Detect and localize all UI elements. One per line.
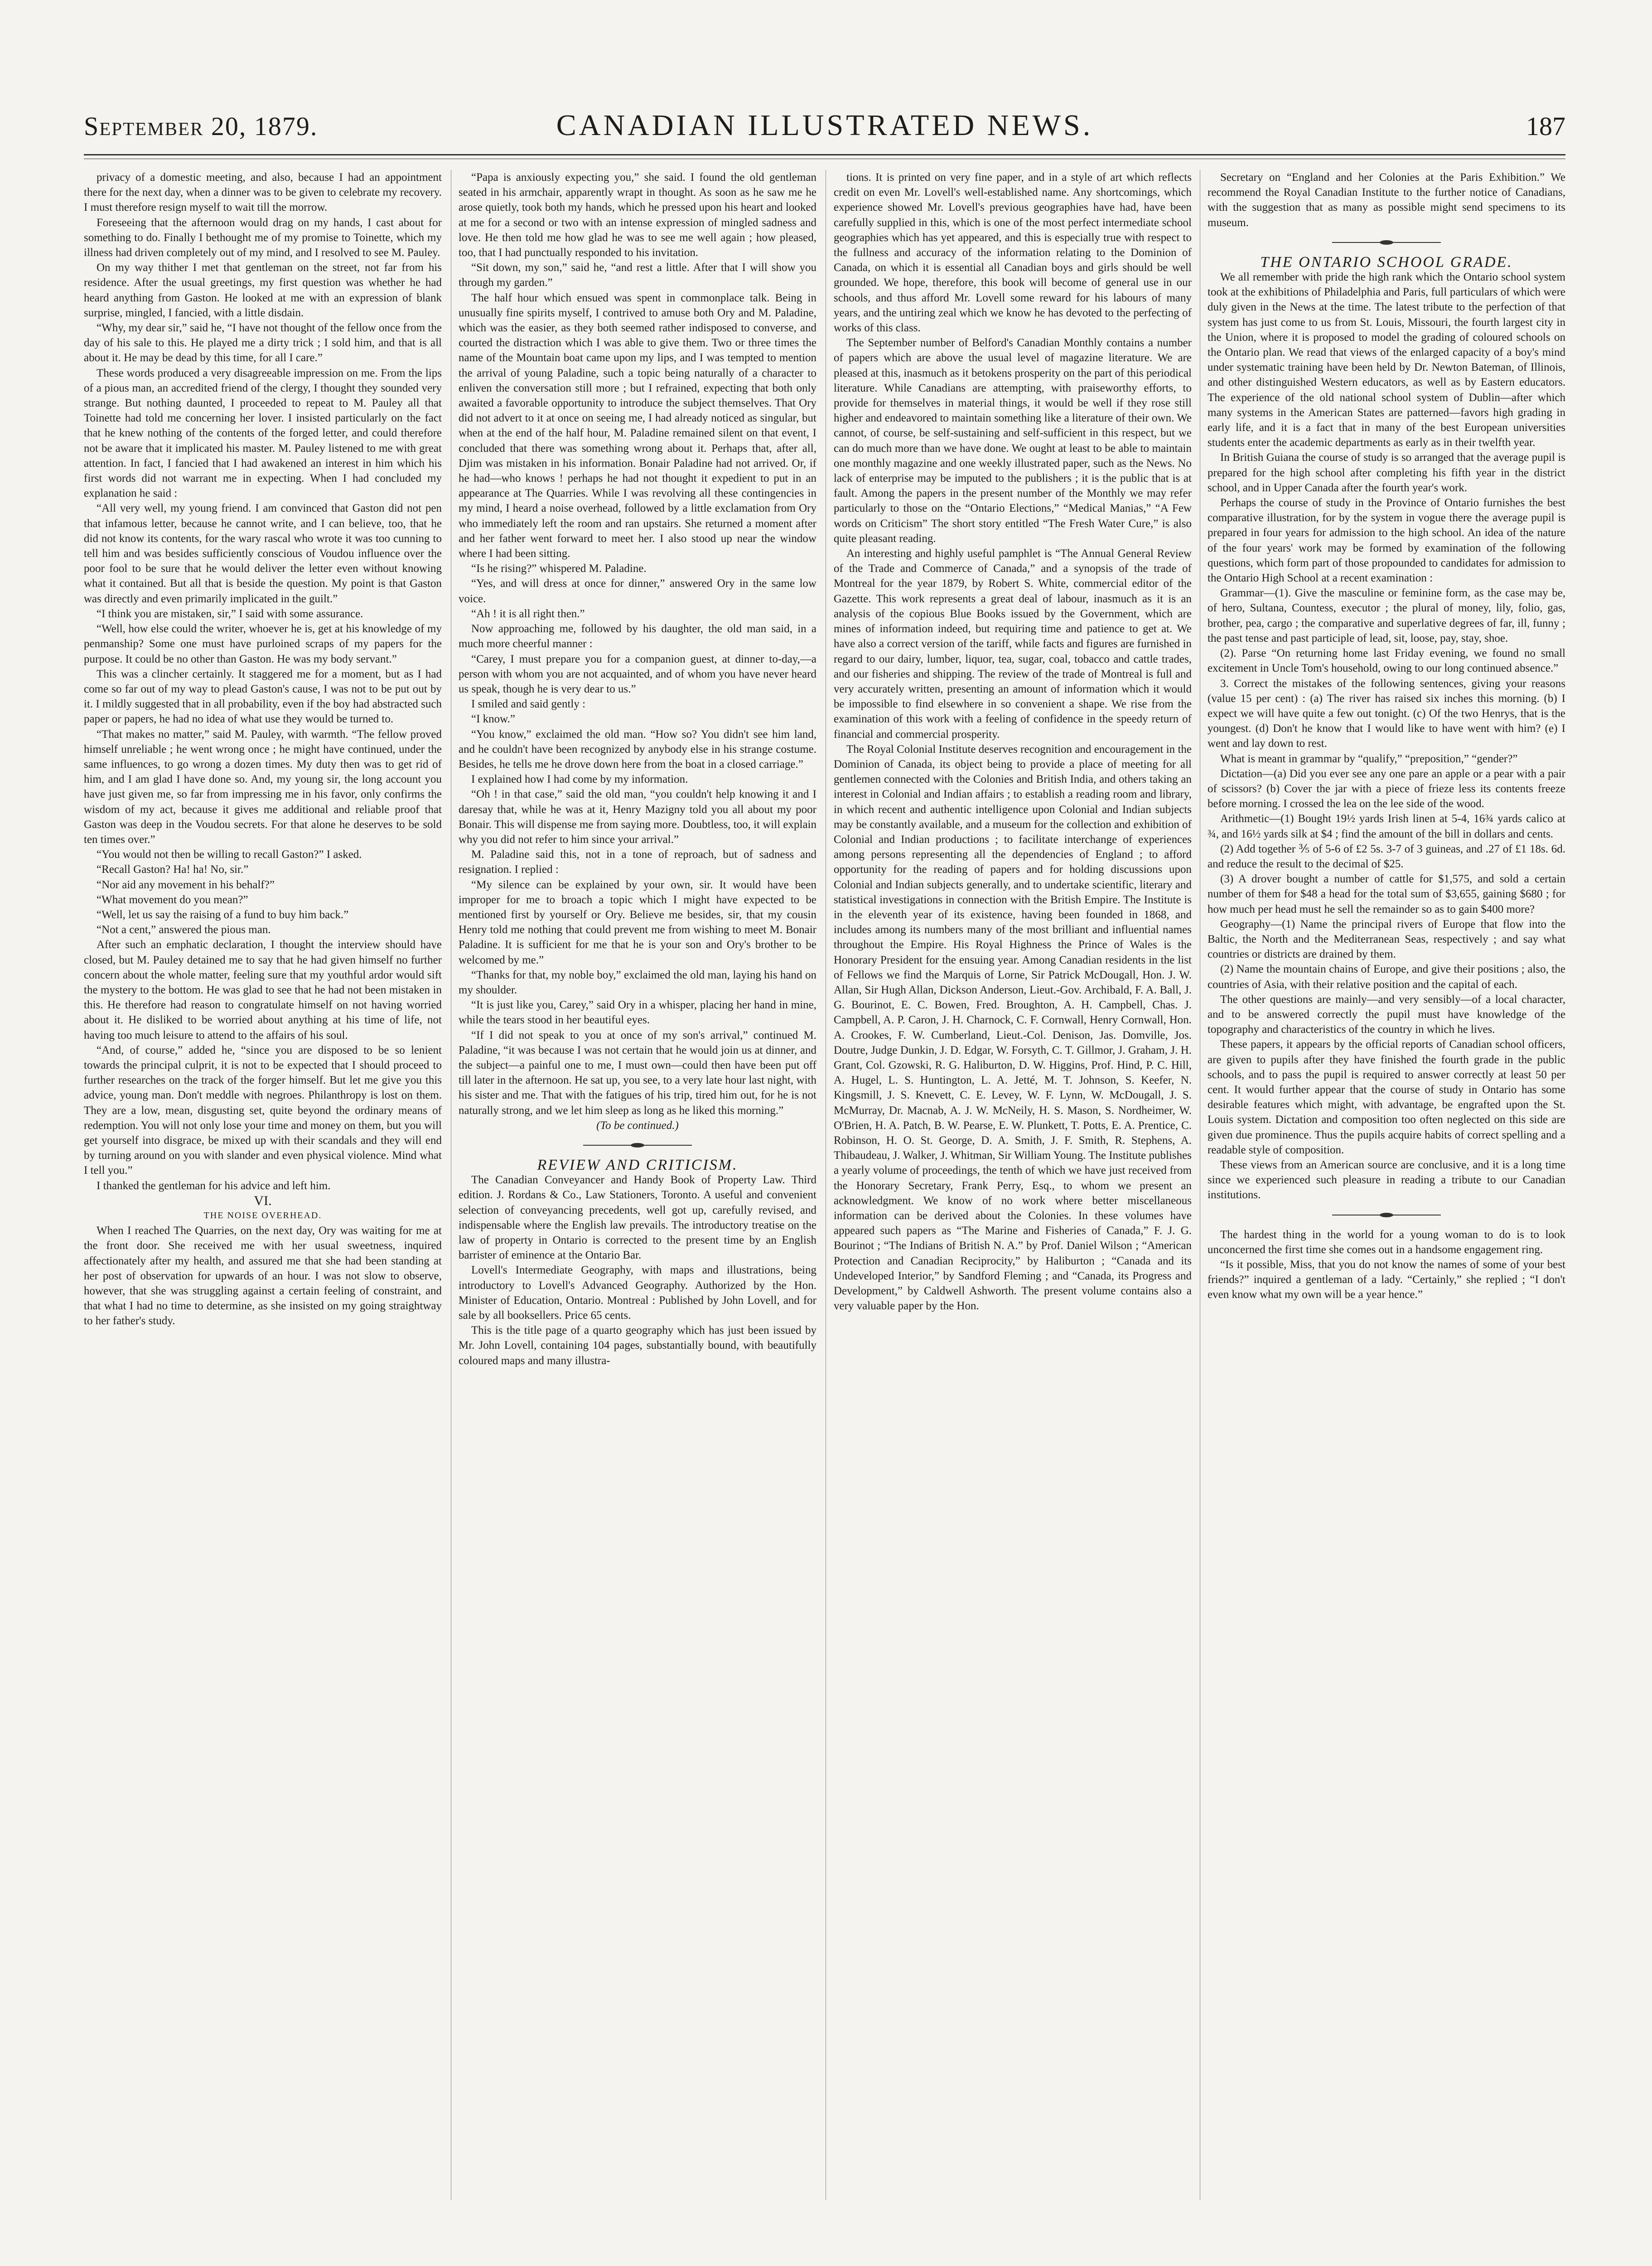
paragraph: These views from an American source are conclusive, and it is a long time since we experienced such pleasure in reading a tribute to our Canadian institutions. [1208, 1159, 1565, 1201]
paragraph: These words produced a very disagreeable impression on me. From the lips of a pious man, an accredited friend of the clergy, I thought they sounded very strange. But nothing daunted, I proceeded to repeat to M. Pauley all that Toinette had told me concerning her lover. I insisted particularly on the fact that he knew nothing of the contents of the forged letter, and could therefore not be aware that it implicated his master. M. Pauley listened to me with great attention. In fact, I fancied that I had awakened an interest in him which his first words did not warrant me in expecting. When I had concluded my explanation he said : [84, 367, 442, 500]
chapter-subtitle: THE NOISE OVERHEAD. [203, 1210, 322, 1221]
story-text [84, 1223, 442, 1328]
paragraph: When I reached The Quarries, on the next day, Ory was waiting for me at the front door. She received me with her usual sweetness, inquired affectionately after my health, and assured me that she had been standing at her post of observation for upwards of an hour. I was not slow to observe, however, that she was struggling against a certain feeling of constraint, and that what I had no time to determine, as she insisted on my going straightway to her father's study. [84, 1225, 442, 1327]
paragraph: These papers, it appears by the official reports of Canadian school officers, are given to pupils after they have finished the fourth grade in the public schools, and to pass the pupil is required to answer correctly at least 50 per cent. It would further appear that the course of study in Ontario has some desirable features which might, with advantage, be engrafted upon the St. Louis system. Dictation and composition too often neglected on this side are given due prominence. Thus the pupils acquire habits of correct spelling and a readable style of composition. [1208, 1038, 1565, 1156]
paragraph: (2) Add together ⅗ of 5-6 of £2 5s. 3-7 of 3 guineas, and .27 of £1 18s. 6d. and reduce the result to the decimal of $25. [1208, 842, 1565, 870]
paragraph: The other questions are mainly—and very sensibly—of a local character, and to be answered correctly the pupil must have knowledge of the topography and characteristics of the country in which he lives. [1208, 993, 1565, 1036]
paragraph: “Sit down, my son,” said he, “and rest a little. After that I will show you through my garden.” [459, 261, 816, 289]
paragraph: (2). Parse “On returning home last Friday evening, we found no small excitement in Uncle Tom's household, owing to our long continued absence.” [1208, 647, 1565, 675]
newspaper-title: CANADIAN ILLUSTRATED NEWS. [556, 109, 1093, 142]
paragraph: “I know.” [471, 713, 515, 726]
paragraph: Arithmetic—(1) Bought 19½ yards Irish linen at 5-4, 16¾ yards calico at ¾, and 16½ yards silk at $4 ; find the amount of the bill in dollars and cents. [1208, 813, 1565, 840]
paragraph: “It is just like you, Carey,” said Ory in a whisper, placing her hand in mine, while the tears stood in her beautiful eyes. [459, 999, 816, 1026]
paragraph: Grammar—(1). Give the masculine or feminine form, as the case may be, of hero, Sultana, Countess, executor ; the plural of money, lily, folio, gas, brother, pea, cargo ; the comparative and superlative degrees of far, ill, funny ; the past tense and past participle of lead, sit, loose, pay, stay, shoe. [1208, 587, 1565, 644]
article-text [1208, 270, 1565, 1203]
paragraph: “Is it possible, Miss, that you do not know the names of some of your best friends?” inquired a gentleman of a lady. “Certainly,” she replied ; “I don't even know what my own will be a year hence.” [1208, 1259, 1565, 1301]
paragraph: “Yes, and will dress at once for dinner,” answered Ory in the same low voice. [459, 577, 816, 605]
paragraph: “Is he rising?” whispered M. Paladine. [471, 562, 647, 575]
paragraph: I smiled and said gently : [471, 698, 586, 711]
paragraph-items [1208, 1227, 1565, 1302]
paragraph: The Royal Colonial Institute deserves recognition and encouragement in the Dominion of Canada, its object being to provide a place of meeting for all gentlemen connected with the Colonies and British India, and others taking an interest in Colonial and Indian affairs ; to establish a reading room and library, in which recent and authentic intelligence upon Colonial and Indian subjects may be constantly available, and a museum for the collection and exhibition of Colonial and Indian productions ; to facilitate interchange of experiences among persons representing all the dependencies of England ; to afford opportunity for the reading of papers and for holding discussions upon Colonial and Indian subjects generally, and to undertake scientific, literary and statistical investigations in connection with the British Empire. The Institute is in the eleventh year of its existence, having been founded in 1868, and includes among its numbers many of the most brilliant and influential names throughout the Empire. His Royal Highness the Prince of Wales is the Honorary President for the ensuing year. Among Canadian residents in the list of Fellows we find the Marquis of Lorne, Sir Patrick McDougall, Hon. J. W. Allan, Sir Hugh Allan, Dickson Anderson, Lieut.-Gov. Archibald, F. A. Ball, J. G. Bourinot, E. C. Bowen, Fred. Broughton, A. H. Campbell, Chas. J. Campbell, A. P. Caron, J. H. Charnock, C. F. Cornwall, Henry Cornwall, Hon. A. Crookes, F. W. Cumberland, Lieut.-Col. Denison, Jas. Domville, Jos. Doutre, Judge Dunkin, J. D. Edgar, W. Forsyth, C. T. Gillmor, J. Graham, J. H. Grant, Col. Gzowski, R. G. Haliburton, D. W. Higgins, Prof. Hind, P. C. Hill, A. Hugel, L. S. Huntington, L. A. Jetté, M. T. Johnson, S. Keefer, N. Kingsmill, J. S. Knevett, C. E. Levey, W. F. Lynn, W. McDougall, J. S. McMurray, Dr. Macnab, A. J. W. McNeily, H. S. Mason, S. Nordheimer, W. O'Brien, H. A. Patch, B. W. Pearse, E. W. Plunkett, T. Potts, E. A. Prentice, C. Robinson, H. O. St. George, D. A. Smith, J. F. Smith, R. Stephens, A. Thibaudeau, J. Walker, J. Whitman, Sir William Young. The Institute publishes a yearly volume of proceedings, the tenth of which we have just received from the Honorary Secretary, Frank Perry, Esq., to whom we present an acknowledgment. We know of no work where better miscellaneous information can be derived about the Colonies. In these volumes have appeared such papers as “The Marine and Fisheries of Canada,” F. J. G. Bourinot ; “The Indians of British N. A.” by Prof. Daniel Wilson ; “American Protection and Canadian Reciprocity,” by Haliburton ; “Canada and its Undeveloped Interior,” by Sandford Fleming ; and “Canada, its Progress and Development,” by Caldwell Ashworth. The present volume contains also a very valuable paper by the Hon. [834, 743, 1192, 1312]
story-text [459, 170, 816, 1118]
paragraph: After such an emphatic declaration, I thought the interview should have closed, but M. Pauley detained me to say that he had given himself no further concern about the whole matter, feeling sure that my youthful ardor would sift the mystery to the bottom. He was glad to see that he had not been mistaken in this. He therefore had reason to congratulate himself on not having worried about it. He disliked to be worried about anything at his time of life, not having too much leisure to attend to the affairs of his soul. [84, 939, 442, 1041]
paragraph: “What movement do you mean?” [97, 893, 248, 906]
paragraph: “I think you are mistaken, sir,” I said with some assurance. [97, 607, 363, 620]
paragraph: Perhaps the course of study in the Province of Ontario furnishes the best comparative illustration, for by the system in vogue there the average pupil is prepared in four years for admission to the high school. An idea of the nature of the four years' work may be formed by examination of the following questions, which form part of those propounded to candidates for admission to the Ontario High School at a recent examination : [1208, 497, 1565, 585]
paragraph: Secretary on “England and her Colonies at the Paris Exhibition.” We recommend the Royal Canadian Institute to the further notice of Canadians, with the suggestion that as many as possible might send specimens to its museum. [1208, 171, 1565, 229]
paragraph: “Recall Gaston? Ha! ha! No, sir.” [97, 863, 249, 876]
column-4 [1208, 170, 1565, 2218]
story-text [84, 170, 442, 1193]
section-ornament [1332, 1213, 1441, 1217]
paragraph: (3) A drover bought a number of cattle for $1,575, and sold a certain number of them for $48 a head for the total sum of $3,655, gaining $680 ; for how much per head must he sell the remainder so as to gain $400 more? [1208, 873, 1565, 915]
review-text [834, 170, 1192, 1313]
paragraph: What is meant in grammar by “qualify,” “preposition,” “gender?” [1220, 752, 1518, 765]
page-number: 187 [1526, 111, 1565, 141]
paragraph: “Well, let us say the raising of a fund to buy him back.” [97, 908, 349, 921]
header-rule [84, 154, 1565, 155]
paragraph: M. Paladine said this, not in a tone of reproach, but of sadness and resignation. I replied : [459, 848, 816, 876]
paragraph: “My silence can be explained by your own, sir. It would have been improper for me to broach a topic which I might have expected to be mentioned first by yourself or Ory. Believe me besides, sir, that my cousin Henry told me nothing that could prevent me from wishing to meet M. Bonair Paladine. It is sufficient for me that he is your son and Ory's brother to be welcomed by me.” [459, 878, 816, 966]
paragraph: “Well, how else could the writer, whoever he is, get at his knowledge of my penmanship? Some one must have purloined scraps of my papers for the purpose. It could be no other than Gaston. He was my body servant.” [84, 623, 442, 665]
paragraph: Foreseeing that the afternoon would drag on my hands, I cast about for something to do. Finally I bethought me of my promise to Toinette, which my illness had driven completely out of my mind, and I resolved to see M. Pauley. [84, 216, 442, 259]
paragraph: Geography—(1) Name the principal rivers of Europe that flow into the Baltic, the North and the Mediterranean Seas, respectively ; and say what countries or districts are drained by them. [1208, 918, 1565, 961]
section-title-school-grade: THE ONTARIO SCHOOL GRADE. [1260, 253, 1513, 271]
to-be-continued: (To be continued.) [596, 1119, 679, 1132]
column-2 [459, 170, 816, 2218]
paragraph: “Nor aid any movement in his behalf?” [97, 878, 275, 891]
paragraph: Now approaching me, followed by his daughter, the old man said, in a much more cheerful manner : [459, 623, 816, 650]
paragraph: “Oh ! in that case,” said the old man, “you couldn't help knowing it and I daresay that, while he was at it, Henry Mazigny told you all about my poor Bonair. This will dispense me from saying more. Doubtless, too, it will explain why you did not refer to him since your arrival.” [459, 788, 816, 846]
paragraph: The half hour which ensued was spent in commonplace talk. Being in unusually fine spirits myself, I contrived to amuse both Ory and M. Paladine, which was the easier, as they both seemed rather indisposed to converse, and courted the distraction which I was able to give them. Two or three times the name of the Mountain boat came upon my lips, and I was tempted to mention the arrival of young Paladine, such a topic being naturally of a character to enliven the conversation still more ; but I refrained, expecting that both only awaited a favorable opportunity to introduce the subject themselves. That Ory did not advert to it at once on seeing me, I had already noticed as singular, but when at the end of the half hour, M. Paladine remained silent on that event, I concluded that there was something wrong about it. Perhaps that, after all, Djim was mistaken in his information. Bonair Paladine had not arrived. Or, if he had—who knows ! perhaps he had not thought it expedient to put in an appearance at The Quarries. While I was revolving all these contingencies in my mind, I heard a noise overhead, followed by a little exclamation from Ory who immediately left the room and ran upstairs. She returned a moment after and her father went forward to meet her. I also stood up near the window where I had been sitting. [459, 291, 816, 560]
page-header [84, 102, 1565, 161]
paragraph: tions. It is printed on very fine paper, and in a style of art which reflects credit on even Mr. Lovell's well-established name. Any shortcomings, which experience showed Mr. Lovell's previous geographies have had, have been carefully supplied in this, which is one of the most perfect intermediate school geographies which has yet appeared, and this is especially true with respect to the fullness and accuracy of the information relating to the Dominion of Canada, on which it is essential all Canadian boys and girls should be well grounded. We hope, therefore, this book will become of general use in our schools, and thus afford Mr. Lovell some reward for his labours of many years, and the untiring zeal which we know he has devoted to the perfecting of works of this class. [834, 171, 1192, 334]
paragraph: In British Guiana the course of study is so arranged that the average pupil is prepared for the high school after completing his fifth year in the district school, and in Upper Canada after the fourth year's work. [1208, 451, 1565, 494]
paragraph: This was a clincher certainly. It staggered me for a moment, but as I had come so far out of my way to plead Gaston's cause, I was not to be put out by it. I mildly suggested that in all probability, even if the boy had abstracted such paper or papers, he had no idea of what use they would be turned to. [84, 668, 442, 726]
paragraph: We all remember with pride the high rank which the Ontario school system took at the exhibitions of Philadelphia and Paris, full particulars of which were duly given in the News at the time. The latest tribute to the perfection of that system has just come to us from St. Louis, Missouri, the fourth largest city in the Union, where it is proposed to model the grading of coloured schools on the Ontario plan. We read that views of the enlarged capacity of a boy's mind under systematic training have been held by Dr. Newton Bateman, of Illinois, and other distinguished Western educators, as well as by Eastern educators. The experience of the old national school system of Dublin—after which many systems in the American States are patterned—favors high grading in early life, and it is a fact that in many of the best European universities students enter the academic departments as early as in their twelfth year. [1208, 271, 1565, 449]
paragraph: The hardest thing in the world for a young woman to do is to look unconcerned the first time she comes out in a handsome engagement ring. [1208, 1228, 1565, 1256]
paragraph: I explained how I had come by my information. [471, 773, 688, 786]
paragraph: “You know,” exclaimed the old man. “How so? You didn't see him land, and he couldn't have been recognized by anybody else in his strange costume. Besides, he tells me he drove down here from the boat in a closed carriage.” [459, 728, 816, 770]
paragraph: “Ah ! it is all right then.” [471, 607, 585, 620]
paragraph: On my way thither I met that gentleman on the street, not far from his residence. After the usual greetings, my first question was whether he had heard anything from Gaston. He looked at me with an expression of blank surprise, mingled, I fancied, with a little disdain. [84, 261, 442, 319]
paragraph: An interesting and highly useful pamphlet is “The Annual General Review of the Trade and Commerce of Canada,” and a synopsis of the trade of Montreal for the year 1879, by Robert S. White, commercial editor of the Gazette. This work represents a great deal of labour, inasmuch as it is an analysis of the copious Blue Books issued by the Government, which are mines of information indeed, but requiring time and patience to get at. We have also a correct version of the tariff, while facts and figures are furnished in regard to our dairy, lumber, liquor, tea, sugar, coal, tobacco and cattle trades, and our fisheries and shipping. The review of the trade of Montreal is full and very accurately written, presenting an amount of information which it would be impossible to find elsewhere in so convenient a shape. We rise from the examination of this work with a feeling of confidence in the speedy return of financial and commercial prosperity. [834, 547, 1192, 741]
section-title-review: REVIEW AND CRITICISM. [537, 1157, 738, 1173]
review-text [459, 1172, 816, 1368]
paragraph: “Papa is anxiously expecting you,” she said. I found the old gentleman seated in his armchair, apparently wrapt in thought. As soon as he saw me he arose quietly, took both my hands, which he pressed upon his heart and looked at me for a second or two with an intense expression of mingled sadness and love. He then told me how glad he was to see me well again ; how pleased, too, that I had punctually responded to his invitation. [459, 171, 816, 259]
column-3 [834, 170, 1192, 2218]
issue-date: September 20, 1879. [84, 111, 318, 141]
review-text [1208, 170, 1565, 230]
paragraph: “You would not then be willing to recall Gaston?” I asked. [97, 848, 362, 861]
paragraph: privacy of a domestic meeting, and also, because I had an appointment there for the next day, when a dinner was to be given to celebrate my recovery. I must therefore resign myself to wait till the morrow. [84, 171, 442, 214]
paragraph: The September number of Belford's Canadian Monthly contains a number of papers which are above the usual level of magazine literature. We are pleased at this, inasmuch as it betokens prosperity on the part of this periodical literature. While Canadians are attempting, with praiseworthy efforts, to provide for themselves in material things, it would be well if they rose still higher and endeavored to maintain something like a literature of their own. We cannot, of course, be self-sustaining and self-sufficient in this respect, but we can do much more than we have done. We ought at least to be able to maintain one monthly magazine and one weekly illustrated paper, such as the News. No lack of enterprise may be imputed to the publishers ; it is the public that is at fault. Among the papers in the present number of the Monthly we may refer particularly to those on the “Ontario Elections,” “Medical Manias,” “A Few words on Criticism” The short story entitled “The Fresh Water Cure,” is also quite pleasant reading. [834, 337, 1192, 545]
paragraph: Lovell's Intermediate Geography, with maps and illustrations, being introductory to Lovell's Advanced Geography. Authorized by the Hon. Minister of Education, Ontario. Montreal : Published by John Lovell, and for sale by all booksellers. Price 65 cents. [459, 1264, 816, 1322]
paragraph: “Not a cent,” answered the pious man. [97, 924, 271, 936]
paragraph: Dictation—(a) Did you ever see any one pare an apple or a pear with a pair of scissors? (b) Cover the jar with a piece of frieze less its contents freeze before morning. I crossed the lea on the lee side of the wood. [1208, 767, 1565, 810]
column-1 [84, 170, 442, 2218]
paragraph: “And, of course,” added he, “since you are disposed to be so lenient towards the principal culprit, it is not to be expected that I should proceed to further researches on the track of the forger himself. But let me give you this advice, young man. Don't meddle with negroes. Philanthropy is lost on them. They are a low, mean, disgusting set, quite beyond the ordinary means of redemption. You will not only lose your time and money on them, but you will get yourself into disgrace, be mixed up with their scandals and they will end by turning around on you with slander and even physical violence. Mind what I tell you.” [84, 1044, 442, 1177]
paragraph: “That makes no matter,” said M. Pauley, with warmth. “The fellow proved himself unreliable ; he went wrong once ; he might have continued, under the same influences, to go wrong a dozen times. My duty then was to get rid of him, and I am glad I have done so. And, my young sir, the long account you have just given me, so far from impressing me in his favor, only confirms the wisdom of my act, because it gives me additional and reliable proof that Gaston was deep in the Voudou secrets. For that alone he deserves to be sold ten times over.” [84, 728, 442, 846]
chapter-number: VI. [254, 1193, 272, 1208]
paragraph: (2) Name the mountain chains of Europe, and give their positions ; also, the countries of Asia, with their relative position and the capital of each. [1208, 963, 1565, 991]
section-ornament [583, 1143, 692, 1148]
paragraph: The Canadian Conveyancer and Handy Book of Property Law. Third edition. J. Rordans & Co., Law Stationers, Toronto. A useful and convenient selection of conveyancing precedents, well got up, carefully revised, and indispensable where the English law prevails. The introductory treatise on the law of property in Ontario is corrected to the present time by an English barrister of eminence at the Ontario Bar. [459, 1174, 816, 1262]
paragraph: “If I did not speak to you at once of my son's arrival,” continued M. Paladine, “it was because I was not certain that he would join us at dinner, and the subject—a painful one to me, I must own—could then have been put off till later in the afternoon. He sat up, you see, to a very late hour last night, with his sister and me. That with the fatigues of his trip, tired him out, for he is not naturally strong, and we let him sleep as long as he liked this morning.” [459, 1029, 816, 1117]
paragraph: “Carey, I must prepare you for a companion guest, at dinner to-day,—a person with whom you are not acquainted, and of whom you have never heard us speak, though he is very dear to us.” [459, 653, 816, 695]
section-ornament [1332, 240, 1441, 245]
paragraph: This is the title page of a quarto geography which has just been issued by Mr. John Lovell, containing 104 pages, substantially bound, with beautifully coloured maps and many illustra- [459, 1324, 816, 1367]
paragraph: 3. Correct the mistakes of the following sentences, giving your reasons (value 15 per cent) : (a) The river has raised six inches this morning. (b) I expect we will have quite a few out tonight. (c) Of the two Henrys, that is the youngest. (d) Don't he know that I would like to have went with him? (e) I went and lay down to rest. [1208, 677, 1565, 750]
paragraph: “Thanks for that, my noble boy,” exclaimed the old man, laying his hand on my shoulder. [459, 968, 816, 996]
paragraph: I thanked the gentleman for his advice and left him. [97, 1179, 331, 1192]
paragraph: “All very well, my young friend. I am convinced that Gaston did not pen that infamous letter, because he cannot write, and I can believe, too, that he did not know its contents, for the wary rascal who wrote it was too cunning to tell him and was besides sufficiently conscious of Voudou influence over the poor fool to be sure that he would deliver the letter even without knowing what it contained. But all that is beside the question. My point is that Gaston was directly and even primarily implicated in the guilt.” [84, 502, 442, 605]
paragraph: “Why, my dear sir,” said he, “I have not thought of the fellow once from the day of his sale to this. He played me a dirty trick ; I sold him, and that is all about it. He may be dead by this time, for all I care.” [84, 322, 442, 364]
